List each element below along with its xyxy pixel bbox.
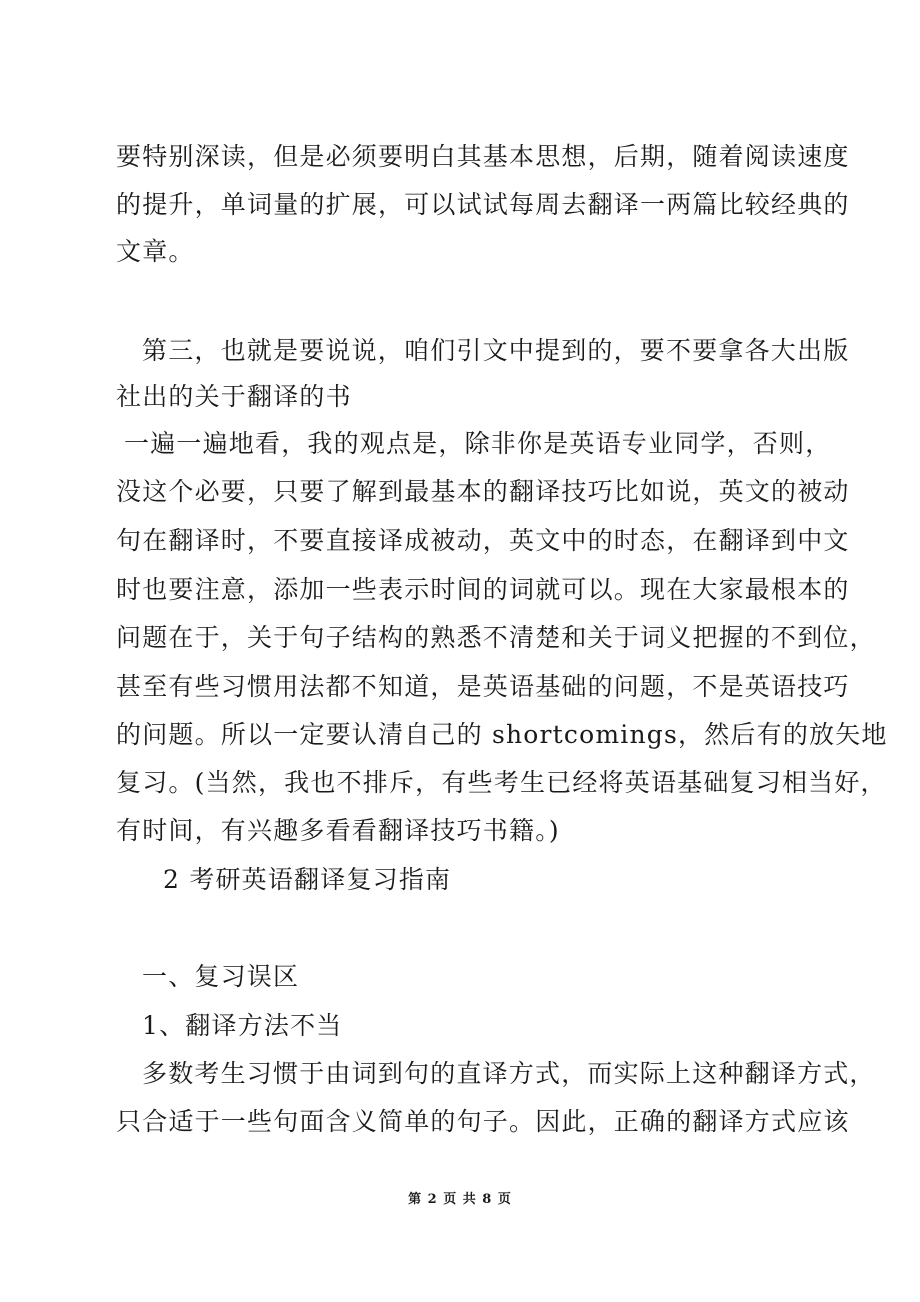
text-line: 没这个必要，只要了解到最基本的翻译技巧比如说，英文的被动 [116,477,850,506]
text-line: 复习。(当然，我也不排斥，有些考生已经将英语基础复习相当好， [116,768,887,797]
text-line: 文章。 [116,237,195,266]
text-line: 只合适于一些句面含义简单的句子。因此，正确的翻译方式应该 [116,1107,850,1136]
text-line: 句在翻译时，不要直接译成被动，英文中的时态，在翻译到中文 [116,526,850,555]
subsection-heading: 1、翻译方法不当 [142,1011,343,1040]
subsection-heading: 一、复习误区 [142,962,300,991]
text-line: 第三，也就是要说说，咱们引文中提到的，要不要拿各大出版 [142,336,850,365]
text-line: 多数考生习惯于由词到句的直译方式，而实际上这种翻译方式， [142,1059,876,1088]
text-line: 一遍一遍地看，我的观点是，除非你是英语专业同学，否则， [124,429,832,458]
text-line: 的提升，单词量的扩展，可以试试每周去翻译一两篇比较经典的 [116,190,850,219]
text-line: 有时间，有兴趣多看看翻译技巧书籍。) [116,816,560,845]
text-line: 社出的关于翻译的书 [116,382,352,411]
text-line: 时也要注意，添加一些表示时间的词就可以。现在大家最根本的 [116,575,850,604]
text-line: 要特别深读，但是必须要明白其基本思想，后期，随着阅读速度 [116,142,850,171]
text-line: 问题在于，关于句子结构的熟悉不清楚和关于词义把握的不到位， [116,623,876,652]
text-line: 甚至有些习惯用法都不知道，是英语基础的问题，不是英语技巧 [116,672,850,701]
section-heading: 2 考研英语翻译复习指南 [163,865,452,894]
page-footer: 第 2 页 共 8 页 [408,1192,512,1207]
text-line: 的问题。所以一定要认清自己的 shortcomings，然后有的放矢地 [116,720,888,749]
